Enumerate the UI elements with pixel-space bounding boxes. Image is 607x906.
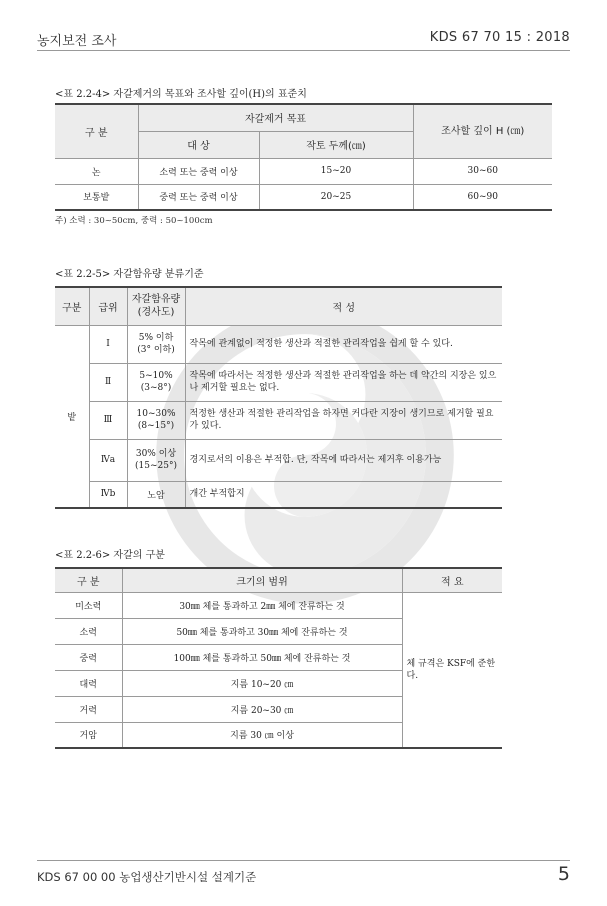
table1-cell-thickness: 15~20 xyxy=(259,158,413,184)
table3-gravel-classes xyxy=(55,567,502,749)
table2-cell-suitability: 경지로서의 이용은 부적합. 단, 작목에 따라서는 제거후 이용가능 xyxy=(185,439,502,481)
table2-cell-content: 5% 이하 (3° 이하) xyxy=(127,325,185,363)
table3-cell-type: 거력 xyxy=(55,696,122,722)
table1-cell-type: 보통밭 xyxy=(55,184,138,210)
table2-cell-suitability: 작목에 따라서는 적정한 생산과 적절한 관리작업을 하는 데 약간의 지장은 있으나 제거할 필요는 없다. xyxy=(185,363,502,401)
table1-header-goal: 자갈제거 목표 xyxy=(138,104,413,131)
table-row xyxy=(55,481,502,508)
page-header xyxy=(37,28,570,51)
table1-cell-target: 소력 또는 중력 이상 xyxy=(138,158,259,184)
table3-header-range: 크기의 범위 xyxy=(122,568,402,592)
table3-cell-type: 미소력 xyxy=(55,592,122,618)
table3-cell-range: 지름 10~20 ㎝ xyxy=(122,670,402,696)
table3-header-gubun: 구 분 xyxy=(55,568,122,592)
table-row xyxy=(55,158,552,184)
table2-header-grade: 급위 xyxy=(89,287,127,325)
table3-cell-range: 50㎜ 체를 통과하고 30㎜ 체에 잔류하는 것 xyxy=(122,618,402,644)
table3-cell-range: 30㎜ 체를 통과하고 2㎜ 체에 잔류하는 것 xyxy=(122,592,402,618)
table1-cell-depth: 30~60 xyxy=(413,158,552,184)
header-section-title: 농지보전 조사 xyxy=(37,34,117,49)
table1-header-target: 대 상 xyxy=(138,131,259,158)
table1-standard-depth xyxy=(55,103,552,211)
table3-cell-range: 100㎜ 체를 통과하고 50㎜ 체에 잔류하는 것 xyxy=(122,644,402,670)
table3-header-apply: 적 요 xyxy=(402,568,502,592)
table3-caption: <표 2.2-6> 자갈의 구분 xyxy=(55,550,165,561)
table3-cell-type: 거암 xyxy=(55,722,122,748)
table2-caption: <표 2.2-5> 자갈함유량 분류기준 xyxy=(55,269,204,280)
table2-header-content: 자갈함유량 (경사도) xyxy=(127,287,185,325)
table1-header-thickness: 작토 두께(㎝) xyxy=(259,131,413,158)
table2-cell-grade: Ⅱ xyxy=(89,363,127,401)
table2-cell-grade: Ⅲ xyxy=(89,401,127,439)
table2-category: 밭 xyxy=(55,325,89,508)
table1-cell-depth: 60~90 xyxy=(413,184,552,210)
table-row xyxy=(55,325,502,363)
table1-header-gubun: 구 분 xyxy=(55,104,138,158)
page-number: 5 xyxy=(557,863,570,885)
table1-note: 주) 소력 : 30~50cm, 중력 : 50~100cm xyxy=(55,216,213,226)
table2-cell-suitability: 적정한 생산과 적절한 관리작업을 하자면 커다란 지장이 생기므로 제거할 필요가 있다. xyxy=(185,401,502,439)
table1-caption: <표 2.2-4> 자갈제거의 목표와 조사할 깊이(H)의 표준치 xyxy=(55,89,307,100)
table3-cell-type: 중력 xyxy=(55,644,122,670)
table2-cell-grade: Ⅰ xyxy=(89,325,127,363)
table-row xyxy=(55,184,552,210)
table1-cell-target: 중력 또는 중력 이상 xyxy=(138,184,259,210)
table2-cell-content: 30% 이상 (15~25°) xyxy=(127,439,185,481)
table2-gravel-content xyxy=(55,286,502,509)
table2-header-gubun: 구분 xyxy=(55,287,89,325)
table1-cell-type: 논 xyxy=(55,158,138,184)
table3-apply-note: 체 규격은 KSF에 준한다. xyxy=(402,592,502,748)
table2-cell-grade: Ⅳa xyxy=(89,439,127,481)
table1-cell-thickness: 20~25 xyxy=(259,184,413,210)
table-row xyxy=(55,439,502,481)
table-row xyxy=(55,363,502,401)
table-row xyxy=(55,401,502,439)
table2-cell-grade: Ⅳb xyxy=(89,481,127,508)
table2-cell-content: 5~10% (3~8°) xyxy=(127,363,185,401)
table2-cell-suitability: 작목에 관계없이 적정한 생산과 적절한 관리작업을 쉽게 할 수 있다. xyxy=(185,325,502,363)
footer-standard-title: KDS 67 00 00 농업생산기반시설 설계기준 xyxy=(37,870,257,884)
table1-header-depth: 조사할 깊이 H (㎝) xyxy=(413,104,552,158)
table2-header-suitability: 적 성 xyxy=(185,287,502,325)
table3-cell-type: 대력 xyxy=(55,670,122,696)
table2-cell-content: 10~30% (8~15°) xyxy=(127,401,185,439)
page-footer xyxy=(37,860,570,887)
table-row xyxy=(55,592,502,618)
table2-cell-suitability: 개간 부적합지 xyxy=(185,481,502,508)
header-code: KDS 67 70 15 : 2018 xyxy=(429,30,570,45)
table3-cell-type: 소력 xyxy=(55,618,122,644)
table3-cell-range: 지름 20~30 ㎝ xyxy=(122,696,402,722)
table3-cell-range: 지름 30 ㎝ 이상 xyxy=(122,722,402,748)
table2-cell-content: 노암 xyxy=(127,481,185,508)
